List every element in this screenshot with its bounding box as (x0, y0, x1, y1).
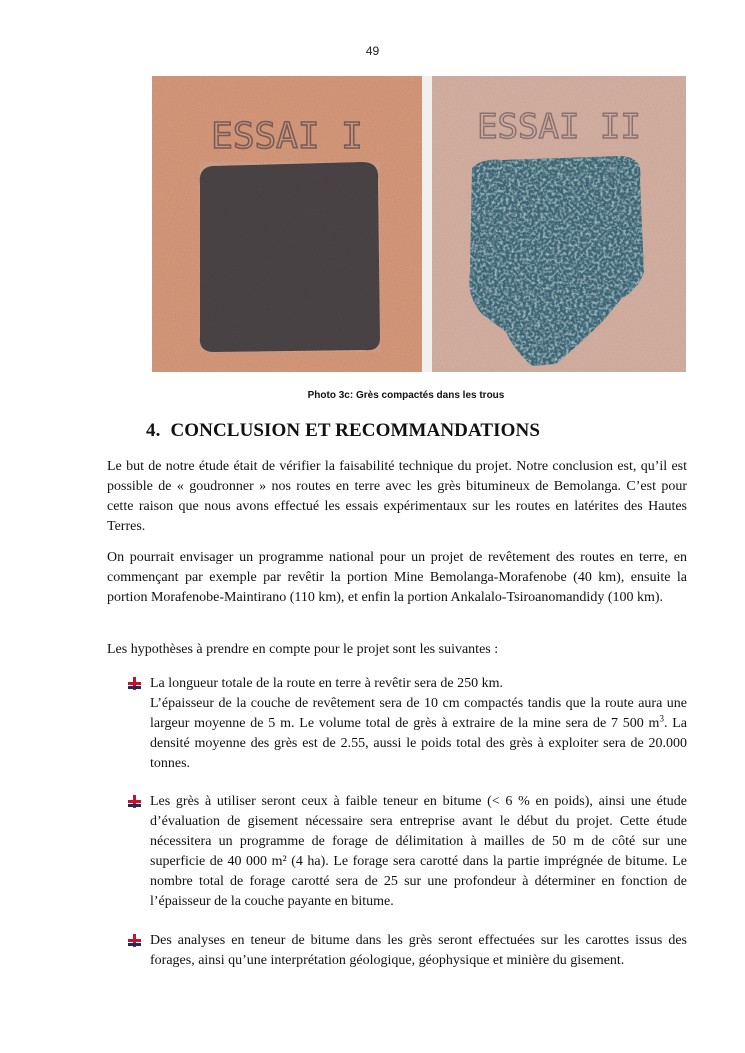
essai-2-label: ESSAI II (477, 107, 641, 147)
bullet-item-2 (150, 792, 687, 912)
essai-1-panel (152, 76, 422, 372)
photo-caption: Photo 3c: Grès compactés dans les trous (307, 390, 505, 401)
photo-figure (152, 76, 686, 372)
bullet-cross-icon (128, 934, 141, 947)
essai-2-panel (432, 76, 686, 372)
paragraph-2: On pourrait envisager un programme national pour un projet de revêtement des routes en terre, en commençant par exemple par revêtir la portion Mine Bemolanga-Morafenobe (40 km), ensuite la portion Morafenobe-Maintirano (110 km), et enfin la portion Ankalalo-Tsiroanomandidy (100 km). (107, 550, 687, 605)
bullet-2-text: Les grès à utiliser seront ceux à faible teneur en bitume (< 6 % en poids), ainsi une étude d’évaluation de gisement nécessaire sera entreprise avant le début du projet. Cette étude nécessitera un programme de forage de délimitation à mailles de 50 m de côté sur une superficie de 40 000 m² (4 ha). Le forage sera carotté dans la partie imprégnée de bitume. Le nombre total de forage carotté sera de 25 sur une profondeur à déterminer en fonction de l’épaisseur de la couche payante en bitume. (150, 794, 687, 909)
section-heading (146, 420, 540, 442)
page-number: 49 (365, 44, 380, 58)
essai-1-label: ESSAI I (211, 116, 363, 157)
paragraph-3: Les hypothèses à prendre en compte pour le projet sont les suivantes : (107, 642, 499, 657)
section-title: CONCLUSION ET RECOMMANDATIONS (170, 420, 541, 441)
bullet-cross-icon (128, 677, 141, 690)
photo-essais (152, 76, 686, 372)
bullet-item-1 (150, 674, 687, 774)
bullet-cross-icon (128, 795, 141, 808)
section-number: 4. (146, 420, 161, 441)
photo-divider (422, 76, 432, 372)
paragraph-1: Le but de notre étude était de vérifier la faisabilité technique du projet. Notre conclusion est, qu’il est possible de « goudronner » nos routes en terre avec les grès bitumineux de Bemolanga. C’est pour cette raison que nous avons effectué les essais expérimentaux sur les routes en latérites des Hautes Terres. (107, 459, 687, 534)
bullet-1-body: L’épaisseur de la couche de revêtement sera de 10 cm compactés tandis que la route aura une largeur moyenne de 5 m. Le volume total de grès à extraire de la mine sera de 7 500 $m^3$. La densité moyenne des grès est de 2.55, aussi le poids total des grès à exploiter sera de 20.000 tonnes. (150, 696, 687, 771)
bullet-3-text: Des analyses en teneur de bitume dans les grès seront effectuées sur les carottes issus des forages, ainsi qu’une interprétation géologique, géophysique et minière du gisement. (150, 933, 687, 968)
bullet-item-3 (150, 931, 687, 971)
compacted-patch-left (200, 162, 380, 352)
bullet-1-line-1: La longueur totale de la route en terre à revêtir sera de 250 km. (150, 676, 503, 691)
